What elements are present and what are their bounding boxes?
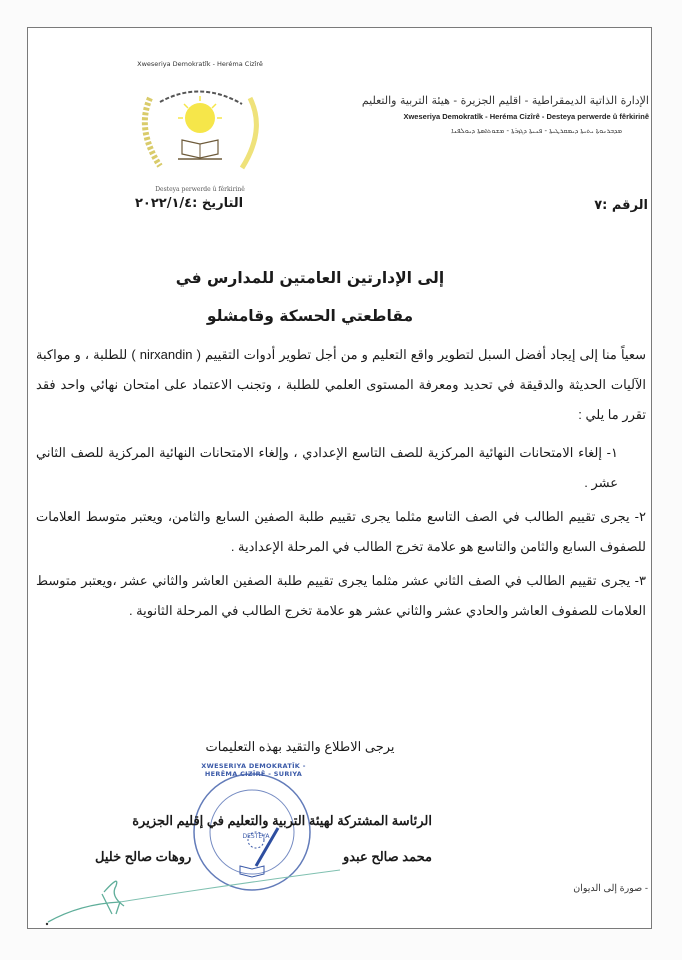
addressee-line-2: مقاطعتي الحسكة وقامشلو	[206, 307, 414, 325]
header-org-arabic: الإدارة الذاتية الديمقراطية - اقليم الجزيرة - هيئة التربية والتعليم	[361, 94, 649, 107]
letterhead	[279, 92, 649, 138]
signatory-name-1: محمد صالح عبدو	[342, 849, 432, 864]
addressee-line-1: إلى الإدارتين العامتين للمدارس في	[175, 269, 445, 287]
logo-inner-text: Desteya perwerde û fêrkirinê	[155, 186, 245, 193]
decision-item-3: ٣- يجرى تقييم الطالب في الصف الثاني عشر مثلما يجرى تقييم طلبة الصفين العاشر والثاني عشر ،ويعتبر متوسط العلامات للصفوف العاشر والحادي عشر والثاني عشر هو علامة تخرج الطالب في المرحلة الثانوية .	[36, 573, 646, 618]
intro-paragraph: سعياً منا إلى إيجاد أفضل السبل لتطوير واقع التعليم و من أجل تطوير أدوات التقييم ( nirxandin ) للطلبة ، و مواكبة الآليات الحديثة والدقيقة في تحديد ومعرفة المستوى العلمي للطلبة ، وتجنب الاعتماد على امتحان نهائي واحد فقد تقرر ما يلي :	[36, 347, 646, 422]
sun-book-logo-icon	[120, 68, 280, 188]
signatory-name-2: روهات صالح خليل	[95, 849, 192, 864]
decision-item-2: ٢- يجرى تقييم الطالب في الصف التاسع مثلما يجرى تقييم طلبة الصفين السابع والثامن، ويعتبر متوسط العلامات للصفوف السابع والثامن والتاسع هو علامة تخرج الطالب في المرحلة الإعدادية .	[36, 509, 646, 554]
stamp-ring-text: XWESERIYA DEMOKRATÎK - HERÊMA CIZÎRÊ - SURIYA	[201, 762, 306, 778]
letter-body	[36, 340, 646, 626]
reference-number: الرقم :٧	[594, 198, 648, 213]
document-date: التاريخ :٢٠٢٢/١/٤	[135, 196, 244, 211]
logo-ring-text: Xweseriya Demokratîk - Heréma Cizîrê	[137, 60, 263, 68]
header-org-kurdish: Xweseriya Demokratîk - Heréma Cizîrê - Desteya perwerde û fêrkirinê	[403, 112, 649, 121]
handwritten-signature-icon	[20, 868, 350, 930]
decision-item-1: ١- إلغاء الامتحانات النهائية المركزية للصف التاسع الإعدادي ، وإلغاء الامتحانات النهائية المركزية للصف الثاني عشر .	[36, 445, 618, 490]
header-org-syriac: ܡܕܒܪܢܘܬܐ ܝܬܝܬܐ ܕܝܡܩܪܛܝܬܐ - ܦܢܝܬܐ ܕܓܙܪܬܐ - ܡܫܘܬܐܣܬܐ ܕܝܘܠܦܢܐ	[451, 127, 622, 135]
stamp-inner-text: DESTEYA	[242, 833, 270, 840]
cc-note: - صورة إلى الديوان	[573, 883, 648, 894]
signature-title: الرئاسة المشتركة لهيئة التربية والتعليم في إقليم الجزيرة	[132, 813, 432, 828]
closing-line: يرجى الاطلاع والتقيد بهذه التعليمات	[205, 739, 395, 754]
